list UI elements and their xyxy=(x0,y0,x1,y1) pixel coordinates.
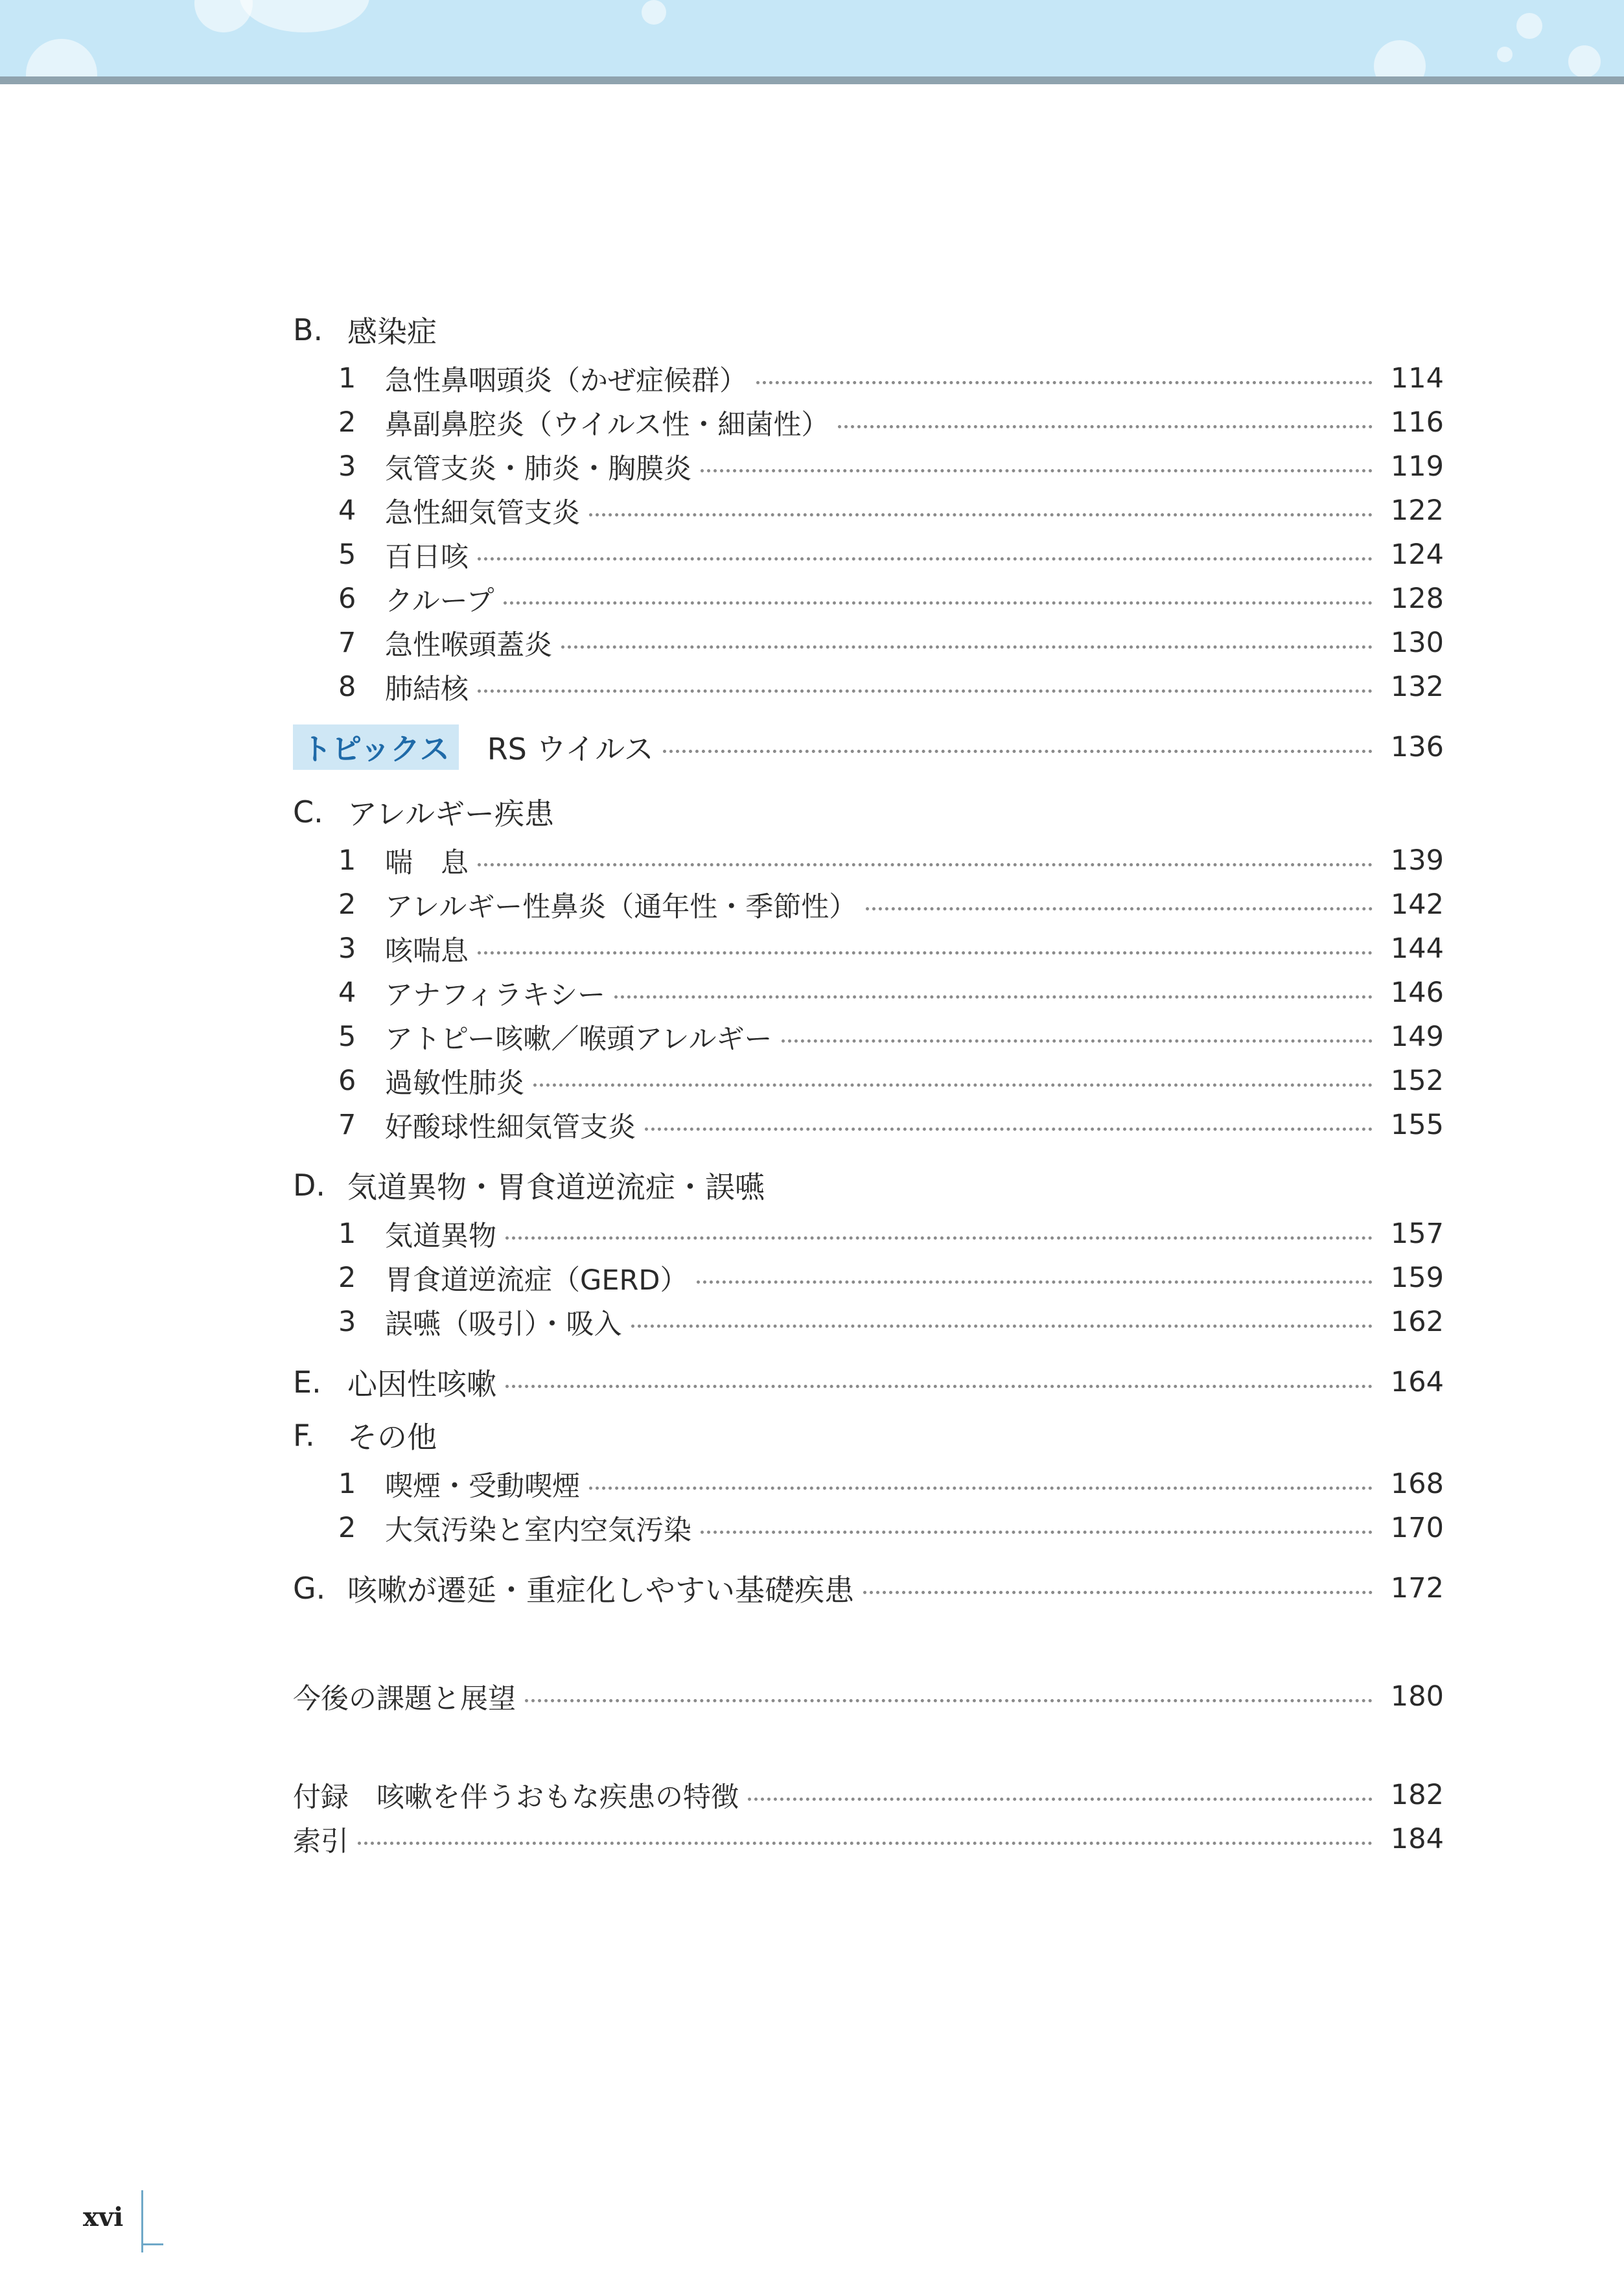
entry-title: アレルギー性鼻炎（通年性・季節性） xyxy=(385,890,857,923)
toc-section-entry[interactable] xyxy=(293,1356,1444,1409)
entry-page: 159 xyxy=(1390,1262,1444,1294)
toc-topics-entry[interactable] xyxy=(293,721,1444,774)
entry-page: 136 xyxy=(1390,731,1444,763)
decorative-bubble xyxy=(1497,47,1513,62)
entry-page: 152 xyxy=(1390,1065,1444,1097)
table-of-contents xyxy=(293,303,1444,1861)
dot-leader xyxy=(589,513,1373,516)
dot-leader xyxy=(701,469,1373,472)
entry-title: 気管支炎・肺炎・胸膜炎 xyxy=(385,452,691,485)
dot-leader xyxy=(838,425,1373,428)
entry-title: クループ xyxy=(385,585,494,618)
entry-page: 182 xyxy=(1390,1779,1444,1811)
dot-leader xyxy=(478,863,1373,866)
entry-number: 5 xyxy=(338,1021,356,1053)
section-letter: D. xyxy=(293,1168,326,1203)
entry-page: 155 xyxy=(1390,1109,1444,1141)
dot-leader xyxy=(782,1039,1373,1043)
entry-page: 114 xyxy=(1390,362,1444,395)
entry-page: 172 xyxy=(1390,1572,1444,1604)
dot-leader xyxy=(589,1487,1373,1490)
toc-entry[interactable] xyxy=(293,445,1444,489)
entry-title: 鼻副鼻腔炎（ウイルス性・細菌性） xyxy=(385,408,829,441)
header-band xyxy=(0,0,1624,76)
toc-entry[interactable] xyxy=(293,665,1444,709)
entry-page: 170 xyxy=(1390,1512,1444,1544)
entry-number: 1 xyxy=(338,844,356,877)
page-number: xvi xyxy=(83,2202,124,2232)
dot-leader xyxy=(561,645,1373,649)
toc-entry[interactable] xyxy=(293,1462,1444,1506)
entry-title: 百日咳 xyxy=(385,540,469,573)
entry-title: 喫煙・受動喫煙 xyxy=(385,1470,580,1503)
header-rule xyxy=(0,76,1624,84)
entry-number: 1 xyxy=(338,1468,356,1500)
dot-leader xyxy=(505,1236,1373,1240)
entry-number: 1 xyxy=(338,1218,356,1250)
toc-section-entry[interactable] xyxy=(293,1562,1444,1615)
entry-page: 157 xyxy=(1390,1218,1444,1250)
entry-title: 過敏性肺炎 xyxy=(385,1067,524,1100)
toc-entry[interactable] xyxy=(293,1103,1444,1147)
dot-leader xyxy=(756,381,1373,384)
entry-number: 4 xyxy=(338,494,356,527)
entry-number: 7 xyxy=(338,1109,356,1141)
section-title: その他 xyxy=(347,1420,437,1455)
toc-entry[interactable] xyxy=(293,1817,1444,1861)
toc-entry[interactable] xyxy=(293,621,1444,665)
toc-entry[interactable] xyxy=(293,1674,1444,1719)
dot-leader xyxy=(358,1842,1373,1845)
dot-leader xyxy=(504,601,1373,605)
toc-entry[interactable] xyxy=(293,533,1444,577)
entry-page: 164 xyxy=(1390,1366,1444,1398)
topics-title: RS ウイルス xyxy=(487,732,654,767)
dot-leader xyxy=(505,1385,1373,1388)
toc-entry[interactable] xyxy=(293,971,1444,1015)
section-title: 咳嗽が遷延・重症化しやすい基礎疾患 xyxy=(347,1573,854,1608)
toc-section-heading xyxy=(293,303,1444,356)
entry-title: アナフィラキシー xyxy=(385,978,606,1012)
entry-page: 184 xyxy=(1390,1823,1444,1855)
toc-entry[interactable] xyxy=(293,400,1444,445)
entry-number: 5 xyxy=(338,538,356,571)
entry-number: 3 xyxy=(338,1306,356,1338)
entry-title: 大気汚染と室内空気汚染 xyxy=(385,1514,691,1547)
decorative-bubble xyxy=(1374,40,1426,76)
entry-page: 116 xyxy=(1390,406,1444,439)
dot-leader xyxy=(525,1699,1373,1702)
entry-title: 肺結核 xyxy=(385,673,469,706)
toc-entry[interactable] xyxy=(293,1773,1444,1817)
entry-page: 168 xyxy=(1390,1468,1444,1500)
entry-title: 咳喘息 xyxy=(385,934,469,967)
entry-page: 128 xyxy=(1390,583,1444,615)
section-letter: C. xyxy=(293,794,323,829)
entry-page: 132 xyxy=(1390,671,1444,703)
entry-page: 130 xyxy=(1390,627,1444,659)
section-letter: F. xyxy=(293,1418,315,1453)
toc-entry[interactable] xyxy=(293,489,1444,533)
entry-page: 149 xyxy=(1390,1021,1444,1053)
section-title: アレルギー疾患 xyxy=(347,796,555,831)
entry-number: 3 xyxy=(338,932,356,965)
dot-leader xyxy=(478,689,1373,693)
toc-entry[interactable] xyxy=(293,1506,1444,1550)
entry-page: 162 xyxy=(1390,1306,1444,1338)
toc-section-heading xyxy=(293,785,1444,839)
toc-entry[interactable] xyxy=(293,1256,1444,1300)
dot-leader xyxy=(701,1531,1373,1534)
toc-entry[interactable] xyxy=(293,1015,1444,1059)
entry-title: 誤嚥（吸引）・吸入 xyxy=(385,1308,622,1341)
section-title: 感染症 xyxy=(347,314,437,349)
entry-title: 付録 咳嗽を伴うおもな疾患の特徴 xyxy=(293,1781,739,1814)
decorative-bubble xyxy=(26,39,97,76)
dot-leader xyxy=(631,1325,1373,1328)
section-letter: B. xyxy=(293,312,323,347)
entry-number: 6 xyxy=(338,583,356,615)
entry-number: 7 xyxy=(338,627,356,659)
entry-page: 180 xyxy=(1390,1680,1444,1713)
entry-title: 今後の課題と展望 xyxy=(293,1682,516,1715)
decorative-bubble xyxy=(642,0,666,25)
toc-section-heading xyxy=(293,1409,1444,1462)
dot-leader xyxy=(863,1591,1373,1594)
entry-title: 好酸球性細気管支炎 xyxy=(385,1111,636,1144)
dot-leader xyxy=(645,1128,1373,1131)
topics-badge: トピックス xyxy=(293,724,459,770)
toc-entry[interactable] xyxy=(293,1059,1444,1103)
decorative-bubble xyxy=(1568,45,1601,76)
dot-leader xyxy=(748,1798,1373,1801)
section-title: 気道異物・胃食道逆流症・誤嚥 xyxy=(347,1170,765,1205)
decorative-bubble xyxy=(240,0,369,32)
footer-rule-horizontal xyxy=(141,2243,163,2245)
dot-leader xyxy=(533,1083,1373,1087)
toc-entry[interactable] xyxy=(293,927,1444,971)
entry-number: 8 xyxy=(338,671,356,703)
entry-number: 2 xyxy=(338,1512,356,1544)
entry-number: 1 xyxy=(338,362,356,395)
dot-leader xyxy=(866,907,1373,910)
entry-page: 139 xyxy=(1390,844,1444,877)
entry-number: 3 xyxy=(338,450,356,483)
entry-title: 胃食道逆流症（GERD） xyxy=(385,1264,688,1297)
toc-entry[interactable] xyxy=(293,883,1444,927)
entry-title: 気道異物 xyxy=(385,1220,496,1253)
dot-leader xyxy=(697,1280,1373,1284)
entry-page: 124 xyxy=(1390,538,1444,571)
section-title: 心因性咳嗽 xyxy=(347,1367,496,1402)
entry-page: 119 xyxy=(1390,450,1444,483)
entry-number: 6 xyxy=(338,1065,356,1097)
entry-number: 4 xyxy=(338,977,356,1009)
toc-entry[interactable] xyxy=(293,356,1444,400)
entry-title: 急性細気管支炎 xyxy=(385,496,580,529)
entry-title: 急性鼻咽頭炎（かぜ症候群） xyxy=(385,364,747,397)
entry-title: 喘 息 xyxy=(385,846,469,879)
entry-page: 144 xyxy=(1390,932,1444,965)
entry-number: 2 xyxy=(338,888,356,921)
entry-page: 146 xyxy=(1390,977,1444,1009)
toc-entry[interactable] xyxy=(293,577,1444,621)
entry-page: 122 xyxy=(1390,494,1444,527)
entry-number: 2 xyxy=(338,1262,356,1294)
dot-leader xyxy=(478,557,1373,561)
toc-entry[interactable] xyxy=(293,1212,1444,1256)
decorative-bubble xyxy=(1516,13,1542,39)
entry-page: 142 xyxy=(1390,888,1444,921)
toc-entry[interactable] xyxy=(293,839,1444,883)
entry-title: アトピー咳嗽／喉頭アレルギー xyxy=(385,1023,772,1056)
dot-leader xyxy=(614,995,1373,999)
entry-title: 索引 xyxy=(293,1825,349,1858)
entry-number: 2 xyxy=(338,406,356,439)
toc-section-heading xyxy=(293,1159,1444,1212)
entry-title: 急性喉頭蓋炎 xyxy=(385,629,552,662)
dot-leader xyxy=(478,951,1373,955)
toc-entry[interactable] xyxy=(293,1300,1444,1344)
section-letter: E. xyxy=(293,1365,321,1400)
section-letter: G. xyxy=(293,1571,326,1606)
dot-leader xyxy=(663,750,1373,753)
